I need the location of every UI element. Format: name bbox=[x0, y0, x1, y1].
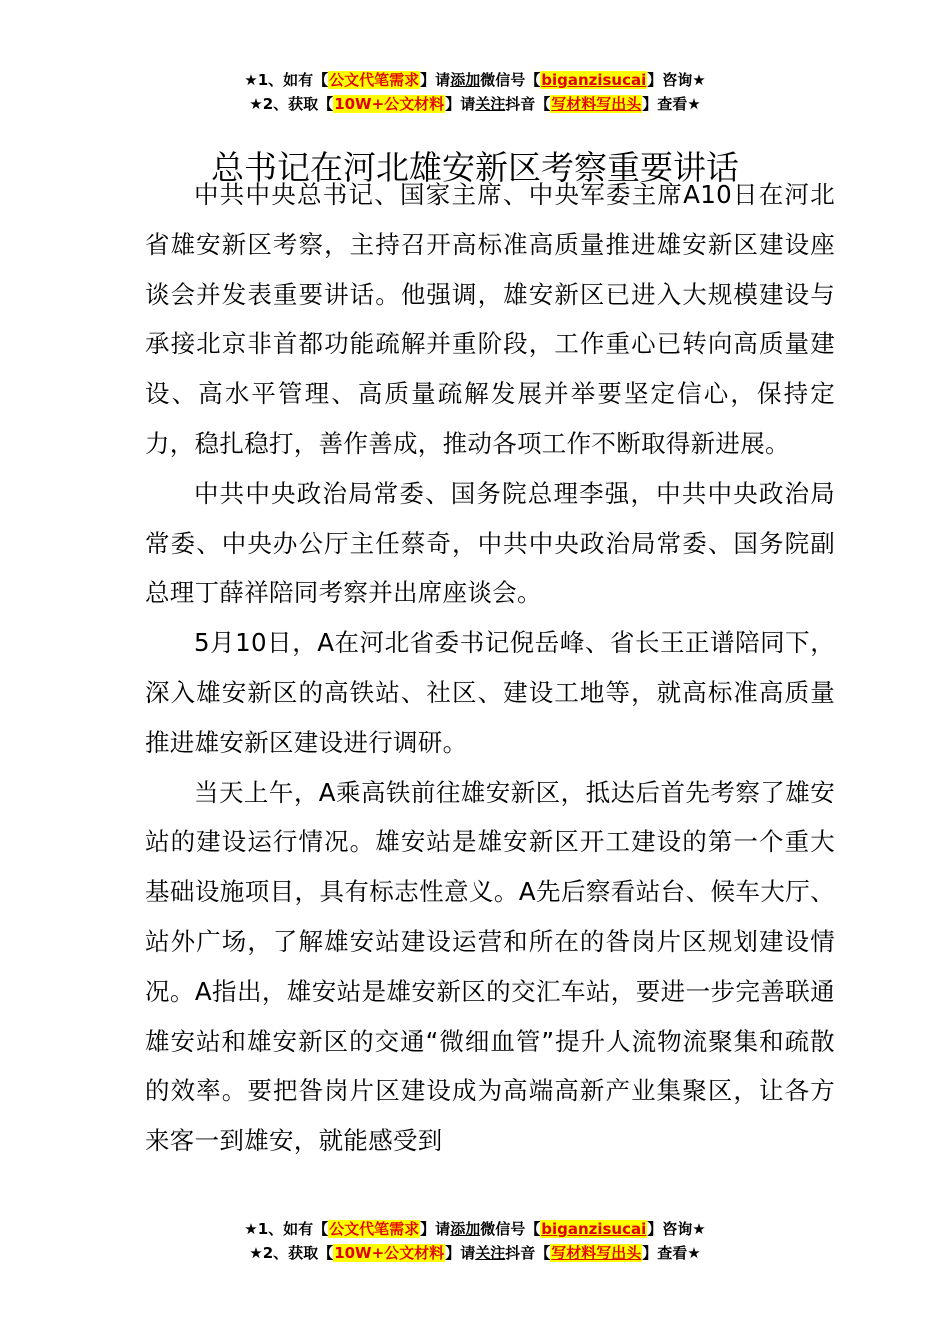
banner-text: 微信号【 bbox=[480, 1220, 541, 1238]
banner-underlined-text: 关注 bbox=[475, 1244, 506, 1262]
banner-text: ★2、获取【 bbox=[249, 95, 334, 113]
banner-text: 抖音【 bbox=[505, 1244, 551, 1262]
banner-douyin-id: 写材料写出头 bbox=[551, 1244, 642, 1262]
banner-text: 】请 bbox=[420, 71, 451, 89]
banner-highlight: 公文代笔需求 bbox=[329, 71, 420, 89]
banner-line-1 bbox=[0, 69, 950, 93]
paragraph: 当天上午，A乘高铁前往雄安新区，抵达后首先考察了雄安站的建设运行情况。雄安站是雄安新区开工建设的第一个重大基础设施项目，具有标志性意义。A先后察看站台、候车大厅、站外广场，了解雄安站建设运营和所在的昝岗片区规划建设情况。A指出，雄安站是雄安新区的交汇车站，要进一步完善联通雄安站和雄安新区的交通“微细血管”提升人流物流聚集和疏散的效率。要把昝岗片区建设成为高端高新产业集聚区，让各方来客一到雄安，就能感受到 bbox=[145, 777, 835, 1156]
banner-wechat-id: biganzisucai bbox=[541, 71, 647, 89]
banner-highlight: 公文代笔需求 bbox=[329, 1220, 420, 1238]
banner-text: ★1、如有【 bbox=[244, 1220, 329, 1238]
banner-underlined-text: 添加 bbox=[450, 1220, 481, 1238]
banner-underlined-text: 添加 bbox=[450, 71, 481, 89]
paragraph: 中共中央政治局常委、国务院总理李强，中共中央政治局常委、中央办公厅主任蔡奇，中共中央政治局常委、国务院副总理丁薛祥陪同考察并出席座谈会。 bbox=[145, 478, 835, 608]
paragraph: 5月10日，A在河北省委书记倪岳峰、省长王正谱陪同下，深入雄安新区的高铁站、社区、建设工地等，就高标准高质量推进雄安新区建设进行调研。 bbox=[145, 628, 835, 757]
banner-text: 】请 bbox=[445, 1244, 476, 1262]
banner-douyin-id: 写材料写出头 bbox=[551, 95, 642, 113]
paragraph: 中共中央总书记、国家主席、中央军委主席A10日在河北省雄安新区考察，主持召开高标准高质量推进雄安新区建设座谈会并发表重要讲话。他强调，雄安新区已进入大规模建设与承接北京非首都功能疏解并重阶段，工作重心已转向高质量建设、高水平管理、高质量疏解发展并举要坚定信心，保持定力，稳扎稳打，善作善成，推动各项工作不断取得新进展。 bbox=[145, 180, 835, 458]
banner-text: 】查看★ bbox=[642, 1244, 701, 1262]
footer-banner bbox=[0, 1218, 950, 1266]
banner-line-2 bbox=[0, 1242, 950, 1266]
document-title: 总书记在河北雄安新区考察重要讲话 bbox=[211, 148, 739, 188]
banner-highlight: 10W+公文材料 bbox=[334, 95, 445, 113]
banner-text: ★2、获取【 bbox=[249, 1244, 334, 1262]
banner-line-1 bbox=[0, 1218, 950, 1242]
banner-underlined-text: 关注 bbox=[475, 95, 506, 113]
banner-text: 】查看★ bbox=[642, 95, 701, 113]
banner-text: ★1、如有【 bbox=[244, 71, 329, 89]
banner-text: 】咨询★ bbox=[647, 71, 706, 89]
banner-text: 抖音【 bbox=[505, 95, 551, 113]
banner-highlight: 10W+公文材料 bbox=[334, 1244, 445, 1262]
banner-text: 】请 bbox=[445, 95, 476, 113]
header-banner bbox=[0, 69, 950, 117]
banner-line-2 bbox=[0, 93, 950, 117]
banner-text: 微信号【 bbox=[480, 71, 541, 89]
banner-text: 】请 bbox=[420, 1220, 451, 1238]
banner-text: 】咨询★ bbox=[647, 1220, 706, 1238]
document-body bbox=[145, 170, 835, 1166]
banner-wechat-id: biganzisucai bbox=[541, 1220, 647, 1238]
